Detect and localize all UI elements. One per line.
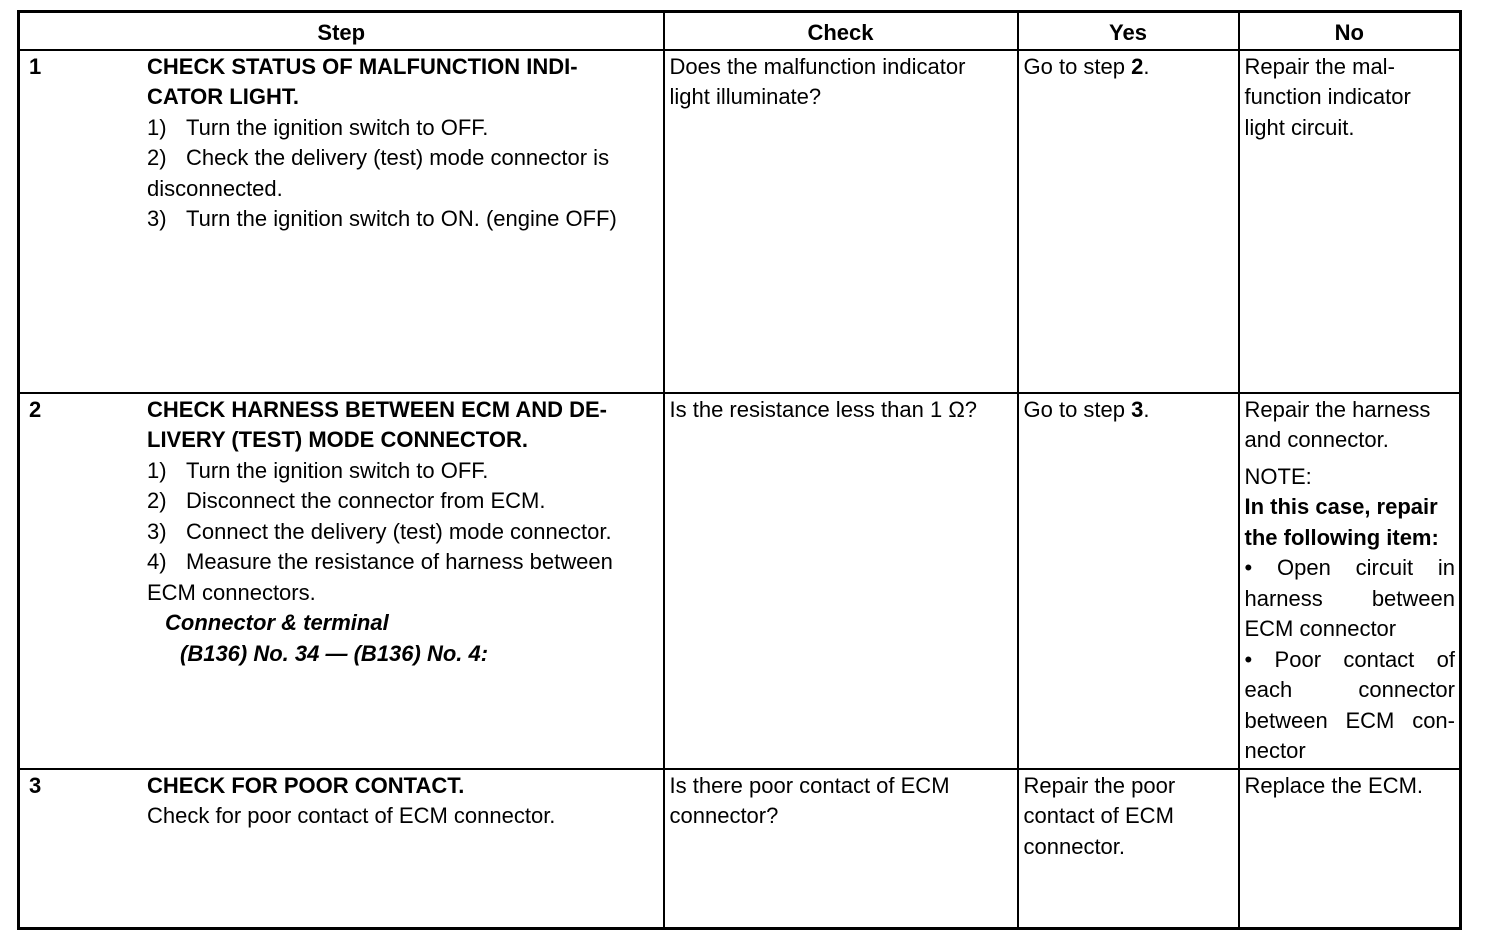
step-title: CHECK STATUS OF MALFUNCTION INDI- CATOR LIGHT.: [147, 53, 578, 109]
note-label: NOTE:: [1244, 463, 1312, 489]
substep: 2) Check the delivery (test) mode connector is: [147, 145, 610, 170]
substep: 1) Turn the ignition switch to OFF.: [147, 457, 489, 483]
connector-value: (B136) No. 34 — (B136) No. 4:: [180, 640, 489, 666]
check-cell: Does the malfunction indicator light illuminate?: [664, 50, 1018, 393]
substep: 2) Disconnect the connector from ECM.: [147, 488, 546, 513]
diagnostic-table: [17, 10, 1462, 930]
substep: 3) Connect the delivery (test) mode connector.: [147, 518, 612, 544]
substep: 1) Turn the ignition switch to OFF.: [147, 114, 489, 140]
header-yes: Yes: [1018, 12, 1239, 50]
step-cell: [19, 769, 664, 929]
bullet-item: • Poor contact of: [1244, 646, 1455, 672]
header-step: Step: [19, 12, 664, 50]
substep: 4) Measure the resistance of harness between: [147, 549, 613, 574]
substep-continuation: disconnected.: [147, 175, 283, 201]
step-ref: 3: [1131, 396, 1144, 422]
table-row: [19, 393, 1461, 769]
no-cell: Repair the mal- function indicator light circuit.: [1239, 50, 1461, 393]
bullet-item: • Open circuit in: [1244, 555, 1455, 580]
header-row: [19, 12, 1461, 50]
check-cell: Is there poor contact of ECM connector?: [664, 769, 1018, 929]
yes-cell: Go to step 2.: [1018, 50, 1239, 393]
step-number: 1: [29, 53, 42, 79]
no-cell: Replace the ECM.: [1239, 769, 1461, 929]
yes-cell: Go to step 3.: [1018, 393, 1239, 769]
step-cell: [19, 50, 664, 393]
substep-continuation: ECM connectors.: [147, 579, 316, 605]
table-row: [19, 769, 1461, 929]
header-no: No: [1239, 12, 1461, 50]
step-title: CHECK FOR POOR CONTACT.: [147, 772, 465, 798]
check-cell: Is the resistance less than 1 Ω?: [664, 393, 1018, 769]
table-row: [19, 50, 1461, 393]
step-number: 3: [29, 772, 42, 798]
step-body: Check for poor contact of ECM connector.: [147, 803, 556, 828]
substep: 3) Turn the ignition switch to ON. (engine OFF): [147, 206, 617, 231]
step-number: 2: [29, 396, 42, 422]
yes-cell: Repair the poor contact of ECM connector.: [1018, 769, 1239, 929]
connector-label: Connector & terminal: [165, 610, 389, 635]
step-ref: 2: [1131, 53, 1144, 79]
no-cell: Repair the harness and connector. NOTE: In this case, repair the following item: • Open circuit in harness between ECM connector • Poor contact of each connector between ECM con- nector: [1239, 393, 1461, 769]
header-check: Check: [664, 12, 1018, 50]
step-title: CHECK HARNESS BETWEEN ECM AND DE- LIVERY (TEST) MODE CONNECTOR.: [147, 396, 607, 452]
step-cell: [19, 393, 664, 769]
